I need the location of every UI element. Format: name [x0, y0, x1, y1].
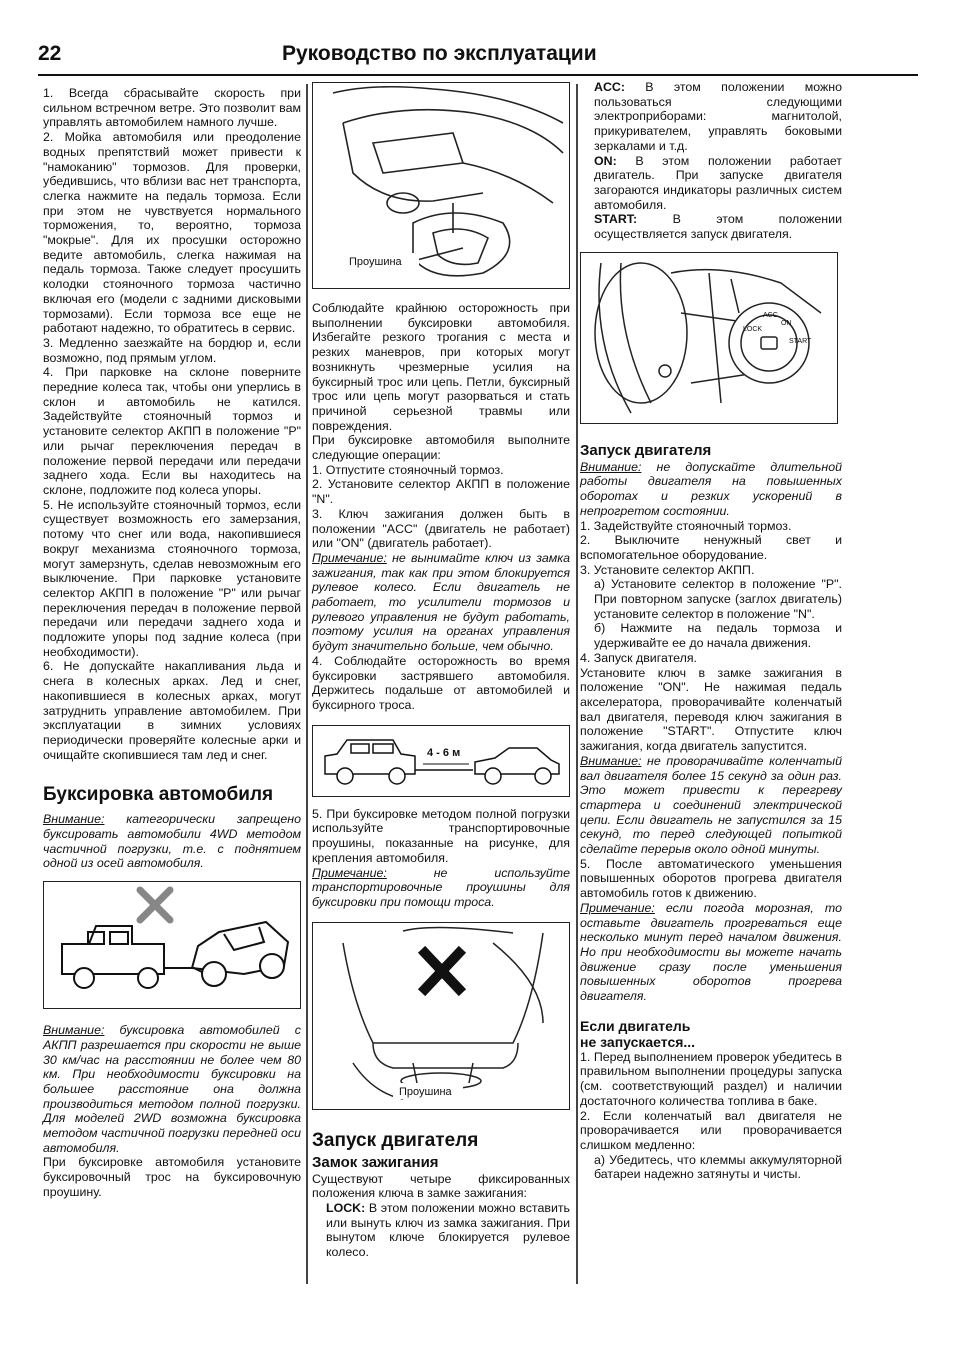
- position-label: ON:: [594, 153, 617, 168]
- figure-caption: Проушина: [349, 256, 402, 268]
- warning-text: категорически запрещено буксировать автомобили 4WD методом частичной погрузки, т.е. с поднятием одной из осей автомобиля.: [43, 812, 301, 871]
- rear-hook-illustration: [313, 923, 569, 1109]
- note-text: если погода морозная, то оставьте двигатель прогреваться еще несколько минут перед началом движения. Но при необходимости вы можете начать движение сразу после уменьшения повышенных оборотов прогрева двигателя.: [580, 900, 842, 1004]
- list-item: 6. Не допускайте накапливания льда и снега в колесных арках. Лед и снег, накопившиеся в колесных арках, могут затруднить управление автомобилем. При эксплуатации в зимних условиях периодически проверяйте колесные арки и очищайте скопившиеся там лед и снег.: [43, 659, 301, 762]
- list-item: 1. Перед выполнением проверок убедитесь в правильном выполнении процедуры запуска (см. соответствующий раздел) и наличии достаточного количества топлива в баке.: [580, 1049, 842, 1108]
- list-item: 1. Задействуйте стояночный тормоз.: [580, 518, 792, 533]
- position-text: В этом положении можно вставить или вынуть ключ из замка зажигания. При вынутом ключе блокируется рулевое колесо.: [326, 1201, 570, 1260]
- towing-warning-akpp: [43, 1023, 301, 1155]
- figure-ignition-switch: [580, 252, 838, 424]
- towing-warning: [43, 812, 301, 871]
- list-item: 3. Установите селектор АКПП.: [580, 562, 755, 577]
- list-item: 2. Установите селектор АКПП в положение "N".: [312, 477, 570, 507]
- warning-label: Внимание:: [580, 753, 642, 768]
- figure-tow-truck: [43, 881, 301, 1009]
- svg-text:ACC: ACC: [763, 311, 778, 319]
- on-position: [580, 154, 842, 213]
- position-label: ACC:: [594, 80, 625, 94]
- paragraph: При буксировке автомобиля выполните следующие операции:: [312, 433, 570, 463]
- position-text: В этом положении осуществляется запуск двигателя.: [594, 212, 842, 242]
- position-text: В этом положении можно пользоваться следующими электроприборами: магнитолой, прикуривателем, управлять боковыми зеркалами и т.д.: [594, 80, 842, 153]
- page-header: [38, 40, 918, 76]
- list-item: 2. Выключите ненужный свет и вспомогательное оборудование.: [580, 533, 842, 562]
- figure-tow-hook-rear: [312, 922, 570, 1110]
- note-text: не вынимайте ключ из замка зажигания, так как при этом блокируется рулевое колесо. Если двигатель не работает, то усилители тормозов и рулевого управления не будут работать, поэтому усилия на органах управления будут значительно больше, чем обычно.: [312, 550, 570, 654]
- figure-tow-hook-front: [312, 82, 570, 289]
- list-item: 3. Ключ зажигания должен быть в положении "ACC" (двигатель не работает) или "ON" (двигатель работает).: [312, 506, 570, 551]
- tow-distance-illustration: [313, 726, 569, 796]
- note-label: Примечание:: [312, 550, 387, 565]
- sub-list-item: б) Нажмите на педаль тормоза и удерживайте ее до начала движения.: [594, 621, 842, 651]
- list-item: 4. При парковке на склоне поверните передние колеса так, чтобы они уперлись в склон и автомобиль не катился. Задействуйте стояночный тормоз и установите селектор АКПП в положение "P" или рычаг переключения передач в положение первой передачи или передачи заднего хода. Если вы находитесь на склоне, подложите под колеса упоры.: [43, 365, 301, 497]
- towing-heading: Буксировка автомобиля: [43, 784, 274, 806]
- sub-list-item: а) Убедитесь, что клеммы аккумуляторной батареи надежно затянуты и чисты.: [594, 1152, 842, 1182]
- column-right: [580, 80, 842, 1182]
- paragraph: Соблюдайте крайнюю осторожность при выполнении буксировки автомобиля. Избегайте резкого трогания с места и резких маневров, при которых могут возникнуть чрезмерные усилия на буксирный трос или цепь. Петли, буксирный трос или цепь могут разорваться и стать причиной серьезной травмы или повреждения.: [312, 301, 570, 433]
- note-label: Примечание:: [580, 900, 655, 915]
- list-item: 1. Всегда сбрасывайте скорость при сильном встречном ветре. Это позволит вам управлять автомобилем намного лучше.: [43, 86, 301, 130]
- warning-label: Внимание:: [580, 459, 642, 474]
- list-item: 1. Отпустите стояночный тормоз.: [312, 462, 504, 477]
- note-text: не используйте транспортировочные проушины для буксировки при помощи троса.: [312, 865, 570, 909]
- towing-closing-text: При буксировке автомобиля установите буксировочный трос на буксировочную проушину.: [43, 1155, 301, 1199]
- column-left: [43, 86, 301, 1200]
- page-title: Руководство по эксплуатации: [282, 42, 597, 65]
- warning-text: не проворачивайте коленчатый вал двигателя более 15 секунд за один раз. Это может привести к перегреву стартера и соединений электрической цепи. Если двигатель не запустился за 15 секунд, то перед следующей попыткой сделайте перерыв около одной минуты.: [580, 753, 842, 857]
- column-divider: [576, 84, 578, 1284]
- ignition-switch-illustration: [581, 253, 837, 423]
- list-item: 5. После автоматического уменьшения повышенных оборотов прогрева двигателя автомобиль готов к движению.: [580, 856, 842, 901]
- tow-truck-illustration: [44, 882, 300, 1008]
- note: [580, 901, 842, 1004]
- acc-position: [580, 80, 842, 154]
- position-text: В этом положении работает двигатель. При запуске двигателя загораются индикаторы различных систем автомобиля.: [594, 153, 842, 212]
- svg-text:LOCK: LOCK: [743, 325, 763, 333]
- engine-start-heading: Запуск двигателя: [580, 441, 712, 459]
- start-engine-heading: Запуск двигателя: [312, 1129, 479, 1151]
- list-item: 5. Не используйте стояночный тормоз, если существует возможность его замерзания, потому что снег или вода, накопившиеся вокруг механизма стояночного тормоза, могут замерзнуть, сделав невозможным его выключение. При парковке установите селектор АКПП в положение "P" или рычаг переключения передач в положение первой передачи или передачи заднего хода и подложите упоры под задние колеса (при необходимости).: [43, 497, 301, 659]
- list-item: 4. Запуск двигателя.: [580, 650, 697, 665]
- figure-tow-distance: [312, 725, 570, 797]
- page-number: 22: [38, 42, 62, 65]
- ignition-lock-heading: Замок зажигания: [312, 1153, 439, 1171]
- list-item: 4. Соблюдайте осторожность во время буксировки застрявшего автомобиля. Держитесь подальше от автомобилей и буксирного троса.: [312, 653, 570, 712]
- paragraph: Существуют четыре фиксированных положения ключа в замке зажигания:: [312, 1171, 570, 1201]
- position-label: START:: [594, 212, 638, 227]
- note: [312, 551, 570, 654]
- lock-position: [312, 1201, 570, 1260]
- engine-fail-heading: [580, 1018, 842, 1050]
- warning: [580, 460, 842, 519]
- position-label: LOCK:: [326, 1201, 366, 1216]
- column-divider: [306, 84, 308, 1284]
- start-position: [580, 212, 842, 241]
- note: [312, 866, 570, 910]
- note-label: Примечание:: [312, 865, 387, 880]
- warning-text: буксировка автомобилей с АКПП разрешается при скорости не выше 30 км/час на расстоянии не более чем 80 км. При необходимости буксировки на большее расстояние она должна производиться методом полной погрузки. Для моделей 2WD возможна буксировка методом частичной погрузки передней оси автомобиля.: [43, 1023, 301, 1155]
- heading-line: Если двигатель: [580, 1017, 691, 1034]
- list-item: 5. При буксировке методом полной погрузки используйте транспортировочные проушины, показанные на рисунке, для крепления автомобиля.: [312, 806, 570, 865]
- svg-text:ON: ON: [781, 319, 792, 327]
- warning-text: не допускайте длительной работы двигателя на повышенных оборотах и резких ускорений в непрогретом состоянии.: [580, 459, 842, 518]
- column-middle: [312, 82, 570, 1260]
- list-item: 2. Мойка автомобиля или преодоление водных препятствий может привести к "намоканию" тормозов. Для проверки, убедившись, что вблизи вас нет транспорта, слегка нажмите на педаль тормоза. Если при этом не чувствуется нормального торможения, то, вероятно, тормоза "мокрые". Для их просушки осторожно ведите автомобиль, слегка нажимая на педаль тормоза. Также следует просушить колодки стояночного тормоза частично включая его (модели с задними дисковыми тормозами). Если тормоза все еще не работают надежно, то обратитесь в сервис.: [43, 130, 301, 336]
- sub-list-item: а) Установите селектор в положение "P". При повторном запуске (заглох двигатель) установите селектор в положение "N".: [594, 577, 842, 621]
- heading-line: не запускается...: [580, 1033, 696, 1050]
- paragraph: Установите ключ в замке зажигания в положение "ON". Не нажимая педаль акселератора, проворачивайте коленчатый вал двигателя, переводя ключ зажигания в положение "START". Отпустите ключ зажигания, когда двигатель запустится.: [580, 665, 842, 754]
- warning: [580, 754, 842, 857]
- warning-label: Внимание:: [43, 812, 105, 827]
- list-item: 2. Если коленчатый вал двигателя не проворачивается или проворачивается слишком медленно:: [580, 1108, 842, 1152]
- figure-caption: Проушина: [399, 1085, 452, 1098]
- list-item: 3. Медленно заезжайте на бордюр и, если возможно, под прямым углом.: [43, 335, 301, 365]
- warning-label: Внимание:: [43, 1023, 105, 1038]
- svg-text:START: START: [789, 337, 812, 345]
- distance-label: 4 - 6 м: [427, 746, 461, 759]
